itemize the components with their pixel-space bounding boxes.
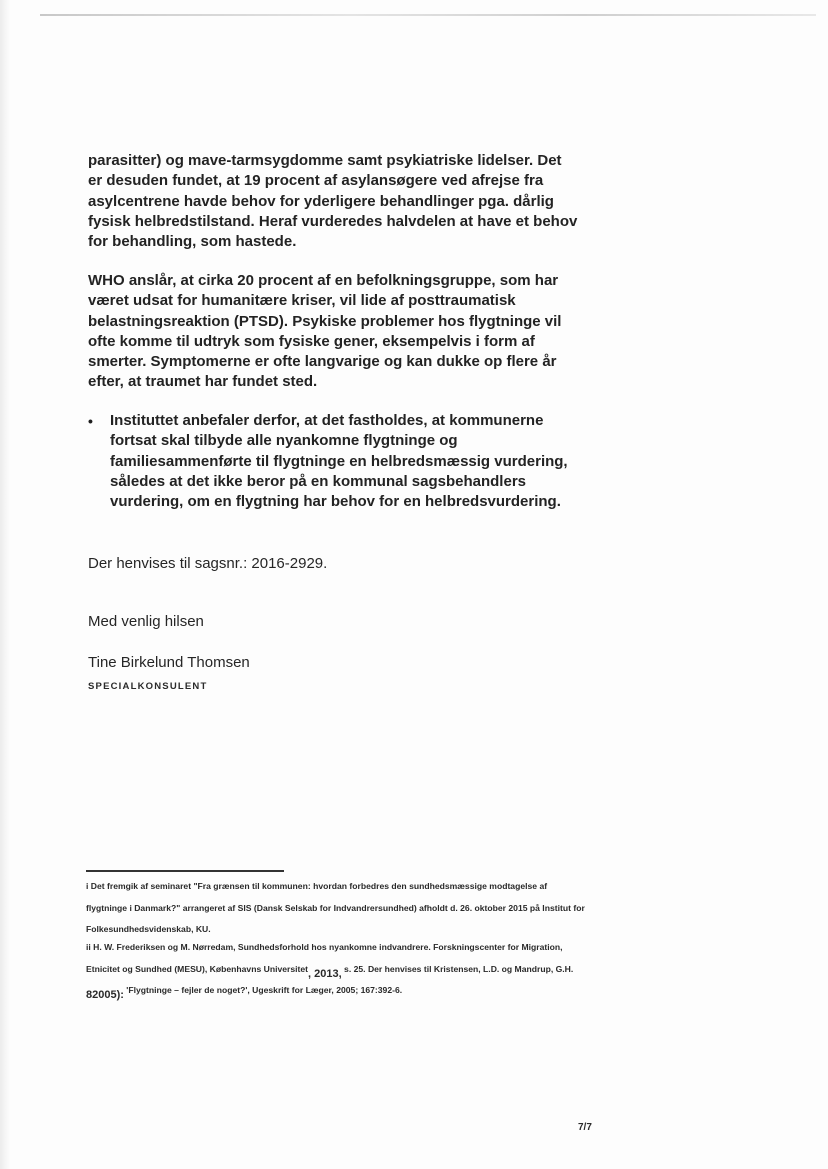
- footnote-1: i Det fremgik af seminaret "Fra grænsen til kommunen: hvordan forbedres den sundhedsmæssige modtagelse af flygtninge i Danmark?" arrangeret af SIS (Dansk Selskab for Indvandrersundhed) afholdt d. 26. oktober 2015 på Institut for Folkesundhedsvidenskab, KU.: [86, 881, 585, 934]
- scan-top-edge: [40, 14, 816, 16]
- closing-greeting: Med venlig hilsen: [88, 613, 204, 630]
- scan-shadow: [0, 0, 10, 1169]
- body-paragraph-1: parasitter) og mave-tarmsygdomme samt psykiatriske lidelser. Det er desuden fundet, at 19 procent af asylansøgere ved afrejse fra asylcentrene havde behov for yderligere behandlinger pga. dårlig fysisk helbredstilstand. Heraf vurderedes halvdelen at have et behov for behandling, som hastede.: [88, 152, 578, 251]
- bullet-icon: •: [88, 413, 93, 429]
- footnote-2-part-c: 'Flygtninge – fejler de noget?', Ugeskrift for Læger, 2005; 167:392-6.: [123, 985, 403, 995]
- footnote-2-part-b: s. 25. Der henvises til Kristensen, L.D. og Mandrup, G.H.: [341, 963, 574, 974]
- signatory-title: SPECIALKONSULENT: [88, 681, 208, 692]
- footnote-2-year: , 2013,: [308, 967, 342, 980]
- footnote-2: [86, 937, 586, 1002]
- bullet-text: Instituttet anbefaler derfor, at det fastholdes, at kommunerne fortsat skal tilbyde alle nyankomne flygtninge og familiesammenførte til flygtninge en helbredsmæssig vurdering, således at det ikke beror på en kommunal sagsbehandlers vurdering, om en flygtning har behov for en helbredsvurdering.: [110, 412, 568, 511]
- recommendation-bullet: [88, 411, 568, 512]
- body-paragraph-2: WHO anslår, at cirka 20 procent af en befolkningsgruppe, som har været udsat for humanitære kriser, vil lide af posttraumatisk belastningsreaktion (PTSD). Psykiske problemer hos flygtninge vil ofte komme til udtryk som fysiske gener, eksempelvis i form af smerter. Symptomerne er ofte langvarige og kan dukke op flere år efter, at traumet har fundet sted.: [88, 272, 562, 391]
- footnote-2-part-a: ii H. W. Frederiksen og M. Nørredam, Sundhedsforhold hos nyankomne indvandrere. Forskningscenter for Migration, Etnicitet og Sundhed (MESU), Københavns Universitet: [86, 942, 563, 974]
- footnote-divider: [86, 870, 284, 872]
- footnote-2-year-2: 82005):: [86, 989, 124, 1001]
- case-reference: Der henvises til sagsnr.: 2016-2929.: [88, 555, 328, 572]
- page-number: 7/7: [578, 1122, 592, 1133]
- signatory-name: Tine Birkelund Thomsen: [88, 654, 250, 671]
